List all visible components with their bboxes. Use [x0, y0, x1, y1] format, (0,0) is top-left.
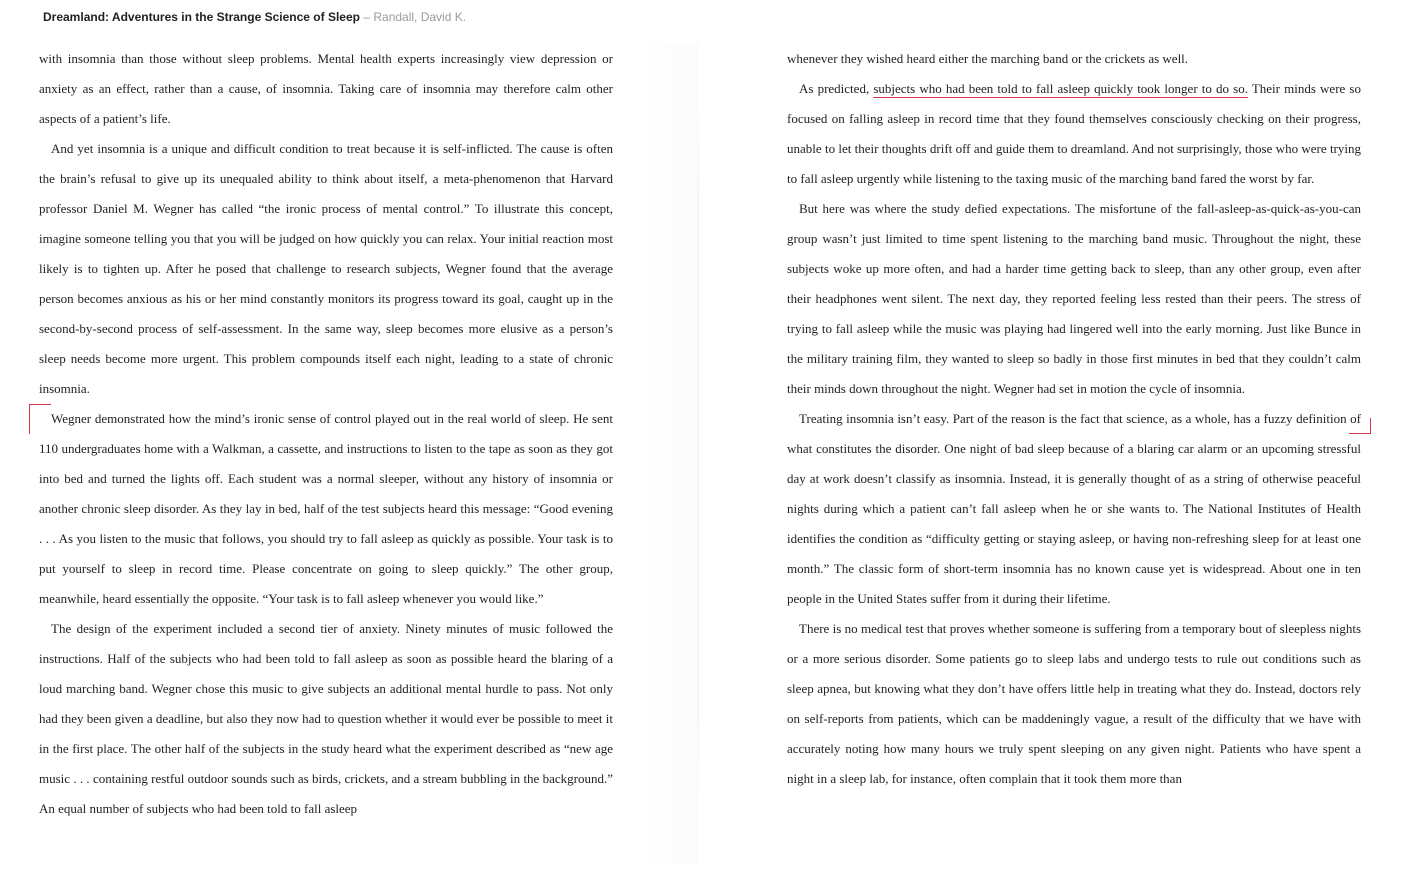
book-spine — [698, 44, 699, 864]
text-after-highlight[interactable]: Their minds were so focused on falling asleep in record time that they found themselves consciously checking on their progress, unable to let their thoughts drift off and guide them to dreamland. And not surprisingly, those who were trying to fall asleep urgently while listening to the taxing music of the marching band fared the worst by far. — [787, 81, 1361, 186]
paragraph[interactable]: Wegner demonstrated how the mind’s ironic sense of control played out in the real world of sleep. He sent 110 undergraduates home with a Walkman, a cassette, and instructions to listen to the tape as soon as they got into bed and turned the lights off. Each student was a normal sleeper, without any history of insomnia or another chronic sleep disorder. As they lay in bed, half of the test subjects heard this message: “Good evening . . . As you listen to the music that follows, you should try to fall asleep as quickly as possible. Your task is to put yourself to sleep in record time. Please concentrate on going to sleep quickly.” The other group, meanwhile, heard essentially the opposite. “Your task is to fall asleep whenever you would like.” — [39, 411, 613, 606]
text-before-highlight[interactable]: As predicted, — [799, 81, 874, 96]
book-header — [43, 9, 466, 25]
right-page[interactable] — [787, 44, 1361, 794]
paragraph[interactable]: Treating insomnia isn’t easy. Part of the reason is the fact that science, as a whole, has a fuzzy definition of what constitutes the disorder. One night of bad sleep because of a blaring car alarm or an upcoming stressful day at work doesn’t classify as insomnia. Instead, it is generally thought of as a string of otherwise peaceful nights during which a patient can’t fall asleep when he or she wants to. The National Institutes of Health identifies the condition as “difficulty getting or staying asleep, or having non-refreshing sleep for at least one month.” The classic form of short-term insomnia has no known cause yet is widespread. About one in ten people in the United States suffer from it during their lifetime. — [787, 411, 1361, 606]
highlighted-passage[interactable]: subjects who had been told to fall asleep quickly took longer to do so. — [873, 81, 1248, 96]
left-page[interactable] — [39, 44, 613, 824]
paragraph[interactable]: The design of the experiment included a second tier of anxiety. Ninety minutes of music followed the instructions. Half of the subjects who had been told to fall asleep as soon as possible heard the blaring of a loud marching band. Wegner chose this music to give subjects an additional mental hurdle to pass. Not only had they been given a deadline, but also they now had to question whether it would ever be possible to meet it in the first place. The other half of the subjects in the study heard what the experiment described as “new age music . . . containing restful outdoor sounds such as birds, crickets, and a stream bubbling in the background.” An equal number of subjects who had been told to fall asleep — [39, 621, 613, 816]
paragraph[interactable]: There is no medical test that proves whether someone is suffering from a temporary bout of sleepless nights or a more serious disorder. Some patients go to sleep labs and undergo tests to rule out conditions such as sleep apnea, but knowing what they don’t have offers little help in treating what they do. Instead, doctors rely on self-reports from patients, which can be maddeningly vague, a result of the difficulty that we have with accurately noting how many hours we truly spent sleeping on any given night. Patients who have spent a night in a sleep lab, for instance, often complain that it took them more than — [787, 621, 1361, 786]
paragraph[interactable]: And yet insomnia is a unique and difficult condition to treat because it is self-inflicted. The cause is often the brain’s refusal to give up its unequaled ability to think about itself, a meta-phenomenon that Harvard professor Daniel M. Wegner has called “the ironic process of mental control.” To illustrate this concept, imagine someone telling you that you will be judged on how quickly you can relax. Your initial reaction most likely is to tighten up. After he posed that challenge to research subjects, Wegner found that the average person becomes anxious as his or her mind constantly monitors its progress toward its goal, caught up in the second-by-second process of self-assessment. In the same way, sleep becomes more elusive as a person’s sleep needs become more urgent. This problem compounds itself each night, leading to a state of chronic insomnia. — [39, 141, 613, 396]
book-title: Dreamland: Adventures in the Strange Science of Sleep — [43, 10, 360, 24]
paragraph-with-highlight[interactable] — [787, 74, 1361, 194]
paragraph[interactable]: whenever they wished heard either the marching band or the crickets as well. — [787, 51, 1189, 66]
bookmark-start-marker — [29, 404, 51, 434]
paragraph[interactable]: But here was where the study defied expectations. The misfortune of the fall-asleep-as-quick-as-you-can group wasn’t just limited to time spent listening to the marching band music. Throughout the night, these subjects woke up more often, and had a harder time getting back to sleep, than any other group, even after their headphones went silent. The next day, they reported feeling less rested than their peers. The stress of trying to fall asleep while the music was playing had lingered well into the early morning. Just like Bunce in the military training film, they wanted to sleep so badly in those first minutes in bed that they couldn’t calm their minds down throughout the night. Wegner had set in motion the cycle of insomnia. — [787, 201, 1361, 396]
paragraph[interactable]: with insomnia than those without sleep problems. Mental health experts increasingly view depression or anxiety as an effect, rather than a cause, of insomnia. Taking care of insomnia may therefore calm other aspects of a patient’s life. — [39, 51, 613, 126]
title-author-separator: – — [363, 10, 371, 24]
book-author: Randall, David K. — [373, 10, 467, 24]
spine-shadow — [640, 44, 698, 864]
bookmark-end-marker — [1349, 418, 1371, 434]
